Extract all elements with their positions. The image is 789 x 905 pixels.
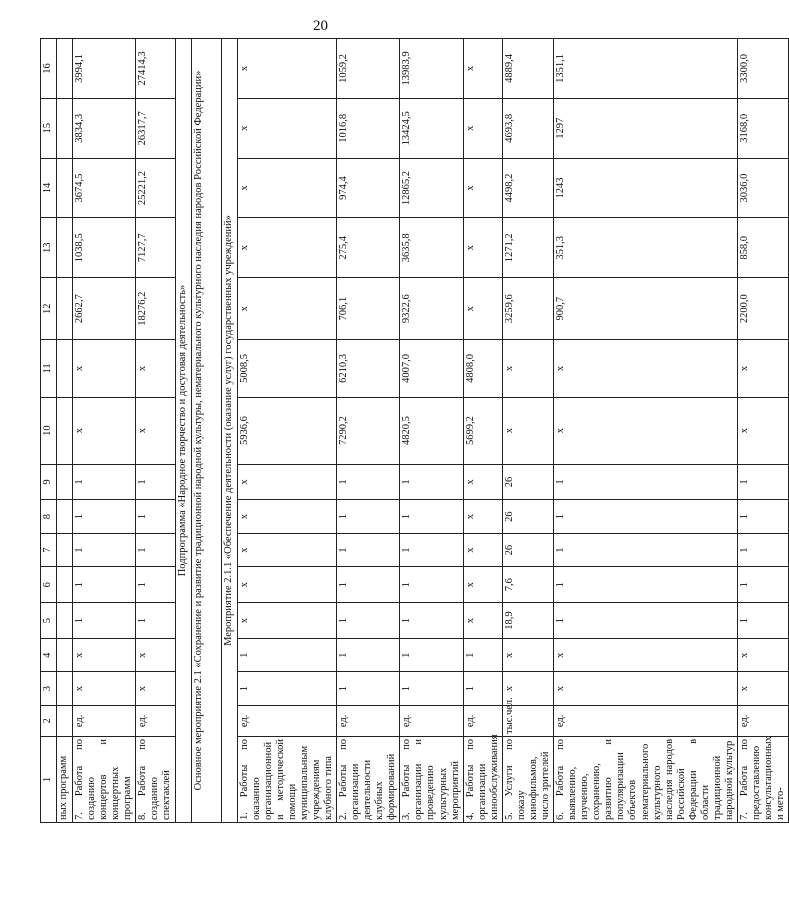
table-cell: х: [554, 397, 738, 464]
subprogram-heading: Подпрограмма «Народное творчество и досуговая деятельность»: [175, 39, 191, 823]
column-header: 8: [41, 500, 57, 533]
table-cell: х: [73, 672, 136, 705]
table-cell: 1: [73, 533, 136, 566]
table-cell: 275,4: [337, 218, 400, 278]
header-row: [41, 39, 57, 823]
table-cell: [57, 397, 73, 464]
table-cell: 5699,2: [463, 397, 502, 464]
table-cell: 1: [400, 638, 463, 671]
table-cell: 1: [738, 464, 789, 500]
table-cell: х: [237, 218, 337, 278]
table-cell: х: [554, 672, 738, 705]
section-row: [191, 39, 221, 823]
table-cell: х: [463, 278, 502, 340]
column-header: 7: [41, 533, 57, 566]
table-cell: 5008,5: [237, 340, 337, 397]
table-cell: 12865,2: [400, 158, 463, 218]
table-cell: 3259,6: [502, 278, 553, 340]
table-cell: х: [738, 638, 789, 671]
table-cell: ед.: [237, 705, 337, 736]
table-cell: 1: [73, 567, 136, 603]
table-row: [554, 39, 738, 823]
table-cell: тыс.чел.: [502, 705, 553, 736]
table-cell: 1: [136, 500, 175, 533]
column-header: 9: [41, 464, 57, 500]
table-cell: 18276,2: [136, 278, 175, 340]
table-cell: 3300,0: [738, 39, 789, 99]
table-cell: 1351,1: [554, 39, 738, 99]
column-header: 2: [41, 705, 57, 736]
table-cell: 1: [136, 464, 175, 500]
table-cell: 1: [237, 638, 337, 671]
table-cell: 26: [502, 500, 553, 533]
table-cell: 1: [400, 533, 463, 566]
table-cell: 900,7: [554, 278, 738, 340]
table-cell: ед.: [73, 705, 136, 736]
table-cell: 1: [337, 567, 400, 603]
table-cell: х: [463, 500, 502, 533]
column-header: 13: [41, 218, 57, 278]
table-cell: х: [237, 603, 337, 639]
table-cell: 1: [337, 533, 400, 566]
table-cell: ед.: [738, 705, 789, 736]
table-cell: [57, 567, 73, 603]
table-cell: х: [502, 397, 553, 464]
table-cell: 4007,0: [400, 340, 463, 397]
table-cell: 7127,7: [136, 218, 175, 278]
table-cell: 1: [738, 533, 789, 566]
rotated-table-container: [40, 38, 787, 823]
table-cell: 1: [463, 638, 502, 671]
table-cell: 4693,8: [502, 98, 553, 158]
table-cell: х: [738, 397, 789, 464]
column-header: 15: [41, 98, 57, 158]
table-cell: 13983,9: [400, 39, 463, 99]
table-cell: 1: [554, 464, 738, 500]
table-cell: ед.: [136, 705, 175, 736]
table-cell: 1: [554, 567, 738, 603]
table-cell: [57, 533, 73, 566]
table-row: [57, 39, 73, 823]
table-cell: [57, 98, 73, 158]
table-cell: 3168,0: [738, 98, 789, 158]
table-cell: 1: [136, 533, 175, 566]
table-cell: х: [502, 340, 553, 397]
column-header: 1: [41, 736, 57, 822]
table-row: [738, 39, 789, 823]
table-cell: 18,9: [502, 603, 553, 639]
row-name: 7. Работа по созданию концертов и концертных программ: [73, 736, 136, 822]
table-cell: 1: [463, 672, 502, 705]
table-cell: х: [554, 638, 738, 671]
row-name: 6. Работа по выявлению, изучению, сохранению, развитию и популяризации объектов нематериального культурного наследия народов Российской Федерации в области традиционной народной культур: [554, 736, 738, 822]
table-cell: х: [136, 672, 175, 705]
table-cell: [57, 672, 73, 705]
table-cell: 1: [73, 464, 136, 500]
main-event-heading: Основное мероприятие 2.1 «Сохранение и развитие традиционной народной культуры, нематериального культурного наследия народов Российской Федерации»: [191, 39, 221, 823]
table-cell: 1: [400, 464, 463, 500]
column-header: 4: [41, 638, 57, 671]
table-cell: х: [237, 158, 337, 218]
table-cell: 4820,5: [400, 397, 463, 464]
table-cell: 1: [554, 603, 738, 639]
row-name: 3. Работы по организации и проведению культурных мероприятий: [400, 736, 463, 822]
column-header: 6: [41, 567, 57, 603]
table-row: [502, 39, 553, 823]
table-cell: 3036,0: [738, 158, 789, 218]
table-cell: [57, 464, 73, 500]
table-cell: 5936,6: [237, 397, 337, 464]
table-cell: х: [463, 567, 502, 603]
table-cell: ед.: [400, 705, 463, 736]
table-cell: 1: [136, 603, 175, 639]
table-cell: х: [502, 672, 553, 705]
table-cell: 1: [738, 567, 789, 603]
table-cell: 1: [554, 533, 738, 566]
table-cell: 4808,0: [463, 340, 502, 397]
table-cell: х: [237, 500, 337, 533]
event-heading: Мероприятие 2.1.1 «Обеспечение деятельности (оказание услуг) государственных учреждений»: [221, 39, 237, 823]
table-cell: 1: [337, 672, 400, 705]
table-cell: 2200,0: [738, 278, 789, 340]
table-cell: 25221,2: [136, 158, 175, 218]
table-cell: 26: [502, 464, 553, 500]
table-row: [463, 39, 502, 823]
row-name: 7. Работа по предоставлению консультационных и мето-: [738, 736, 789, 822]
section-row: [175, 39, 191, 823]
table-cell: х: [463, 218, 502, 278]
table-cell: 3994,1: [73, 39, 136, 99]
table-cell: х: [73, 340, 136, 397]
table-cell: 1271,2: [502, 218, 553, 278]
table-cell: 1: [237, 672, 337, 705]
table-cell: 858,0: [738, 218, 789, 278]
row-name: 4. Работы по организации кинообслуживания: [463, 736, 502, 822]
table-cell: 1: [73, 500, 136, 533]
table-cell: 1: [554, 500, 738, 533]
table-cell: 1: [738, 603, 789, 639]
row-name: 2. Работы по организации деятельности клубных формирований: [337, 736, 400, 822]
section-row: [221, 39, 237, 823]
column-header: 12: [41, 278, 57, 340]
table-cell: 1: [738, 500, 789, 533]
row-name: ных программ: [57, 736, 73, 822]
table-cell: [57, 158, 73, 218]
table-cell: х: [237, 39, 337, 99]
table-cell: х: [738, 340, 789, 397]
table-cell: [57, 638, 73, 671]
table-cell: [57, 603, 73, 639]
table-cell: ед.: [337, 705, 400, 736]
table-cell: [57, 278, 73, 340]
table-cell: 26317,7: [136, 98, 175, 158]
table-cell: х: [554, 340, 738, 397]
table-cell: 974,4: [337, 158, 400, 218]
table-cell: х: [237, 278, 337, 340]
column-header: 3: [41, 672, 57, 705]
table-cell: 1: [400, 567, 463, 603]
table-cell: 351,3: [554, 218, 738, 278]
table-cell: х: [136, 638, 175, 671]
table-cell: х: [463, 39, 502, 99]
table-row: [237, 39, 337, 823]
table-cell: 1297: [554, 98, 738, 158]
table-cell: 1: [337, 603, 400, 639]
column-header: 10: [41, 397, 57, 464]
table-cell: 1059,2: [337, 39, 400, 99]
table-cell: [57, 39, 73, 99]
table-cell: х: [237, 533, 337, 566]
table-cell: [57, 340, 73, 397]
table-cell: 1: [337, 464, 400, 500]
table-cell: 1243: [554, 158, 738, 218]
column-header: 11: [41, 340, 57, 397]
table-cell: 9322,6: [400, 278, 463, 340]
table-cell: х: [463, 533, 502, 566]
row-name: 8. Работа по созданию спектаклей: [136, 736, 175, 822]
table-cell: 1: [400, 500, 463, 533]
table-cell: [57, 705, 73, 736]
table-cell: ед.: [463, 705, 502, 736]
table-row: [400, 39, 463, 823]
table-cell: 3635,8: [400, 218, 463, 278]
row-name: 5. Услуги по показу кинофильмов, число зрителей: [502, 736, 553, 822]
table-cell: 1: [73, 603, 136, 639]
table-cell: х: [463, 98, 502, 158]
table-cell: х: [463, 464, 502, 500]
table-cell: х: [463, 158, 502, 218]
table-cell: 7290,2: [337, 397, 400, 464]
table-cell: 1: [337, 638, 400, 671]
table-cell: 6210,3: [337, 340, 400, 397]
page-number: 20: [313, 18, 328, 34]
data-table: [40, 38, 789, 823]
table-cell: х: [738, 672, 789, 705]
table-row: [337, 39, 400, 823]
table-cell: 1038,5: [73, 218, 136, 278]
table-cell: х: [237, 464, 337, 500]
table-cell: х: [237, 567, 337, 603]
table-cell: [57, 218, 73, 278]
table-row: [73, 39, 136, 823]
table-cell: х: [73, 638, 136, 671]
column-header: 14: [41, 158, 57, 218]
table-cell: х: [136, 340, 175, 397]
table-cell: 26: [502, 533, 553, 566]
table-cell: 3674,5: [73, 158, 136, 218]
table-cell: 2662,7: [73, 278, 136, 340]
table-cell: [57, 500, 73, 533]
table-cell: х: [237, 98, 337, 158]
table-cell: х: [502, 638, 553, 671]
table-cell: 3834,3: [73, 98, 136, 158]
table-cell: х: [463, 603, 502, 639]
table-cell: 1: [400, 672, 463, 705]
table-cell: 706,1: [337, 278, 400, 340]
table-cell: 7,6: [502, 567, 553, 603]
table-cell: ед.: [554, 705, 738, 736]
table-cell: 4498,2: [502, 158, 553, 218]
table-cell: 1: [337, 500, 400, 533]
column-header: 5: [41, 603, 57, 639]
table-cell: 1: [400, 603, 463, 639]
table-cell: х: [73, 397, 136, 464]
table-cell: 13424,5: [400, 98, 463, 158]
column-header: 16: [41, 39, 57, 99]
table-cell: 4889,4: [502, 39, 553, 99]
table-row: [136, 39, 175, 823]
table-cell: 1016,8: [337, 98, 400, 158]
table-cell: х: [136, 397, 175, 464]
table-cell: 1: [136, 567, 175, 603]
row-name: 1. Работы по оказанию организационной и методической помощи муниципальным учреждениям клубного типа: [237, 736, 337, 822]
table-cell: 27414,3: [136, 39, 175, 99]
